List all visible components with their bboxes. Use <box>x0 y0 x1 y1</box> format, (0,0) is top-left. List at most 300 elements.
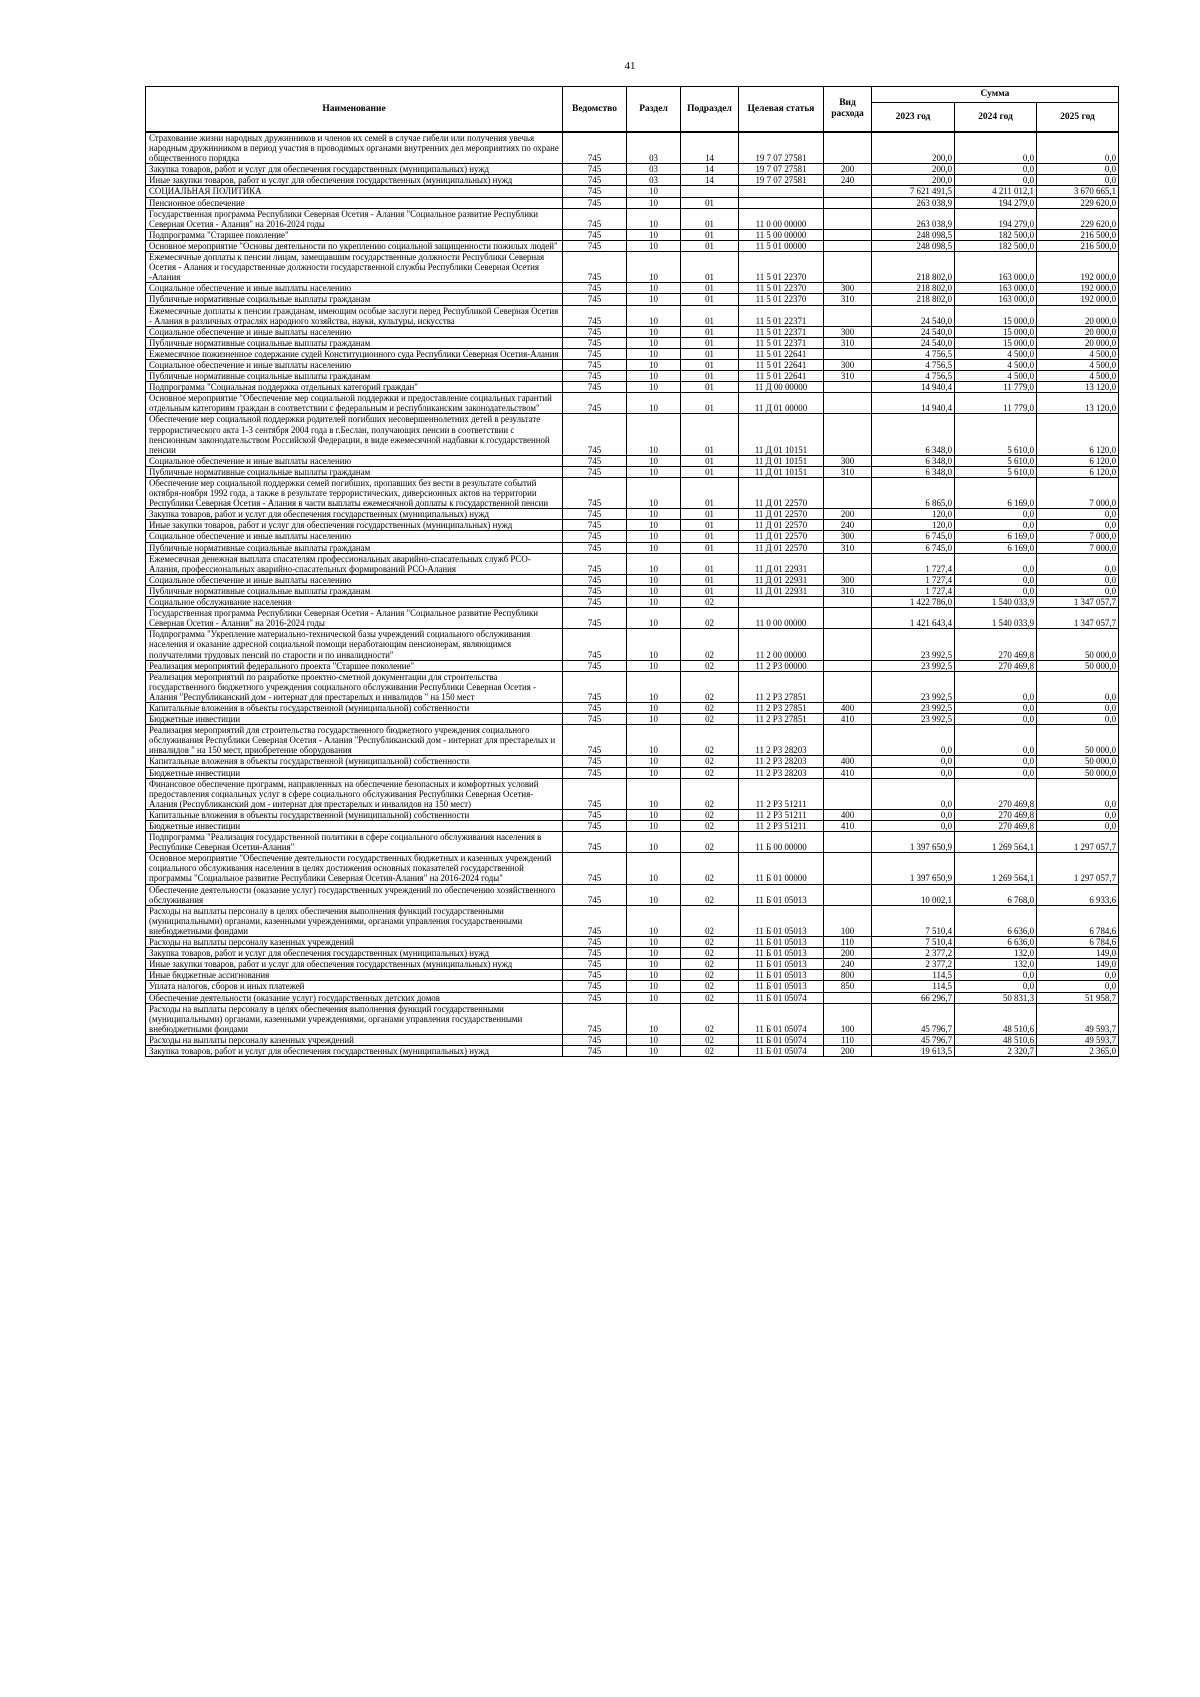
row-amount-2023: 2 377,2 <box>872 959 955 970</box>
table-body <box>146 132 1119 1057</box>
row-amount-2025: 6 120,0 <box>1037 414 1119 455</box>
row-amount-2024: 1 540 033,9 <box>955 597 1037 608</box>
row-vedomstvo: 745 <box>563 778 627 809</box>
row-tselevaya-statya: 11 Б 01 05013 <box>739 905 824 936</box>
row-podrazdel: 01 <box>681 542 739 553</box>
row-amount-2025: 229 620,0 <box>1037 197 1119 208</box>
table-row <box>146 905 1119 936</box>
table-row <box>146 832 1119 853</box>
row-razdel: 10 <box>627 597 681 608</box>
header-tselevaya-statya: Целевая статья <box>739 87 824 133</box>
row-podrazdel: 01 <box>681 382 739 393</box>
row-vedomstvo: 745 <box>563 1034 627 1045</box>
row-vedomstvo: 745 <box>563 905 627 936</box>
row-amount-2025: 1 297 057,7 <box>1037 853 1119 884</box>
row-podrazdel: 02 <box>681 629 739 660</box>
table-row <box>146 326 1119 337</box>
row-vid-raskhoda: 240 <box>824 520 872 531</box>
row-vedomstvo: 745 <box>563 531 627 542</box>
row-name: Реализация мероприятий для строительства государственного бюджетного учреждения социального обслуживания Республики Северная Осетия - Алания "Республиканский дом - интернат для престарелых и инвалидов " на 150 мест, приобретение оборудования <box>146 725 563 756</box>
row-podrazdel: 02 <box>681 905 739 936</box>
table-row <box>146 466 1119 477</box>
row-tselevaya-statya: 11 Д 01 22570 <box>739 531 824 542</box>
row-amount-2023: 263 038,9 <box>872 197 955 208</box>
row-name: Государственная программа Республики Северная Осетия - Алания "Социальное развитие Республики Северная Осетия - Алания" на 2016-2024 годы <box>146 608 563 629</box>
row-razdel: 03 <box>627 175 681 186</box>
row-amount-2024: 0,0 <box>955 520 1037 531</box>
row-tselevaya-statya: 11 5 01 22641 <box>739 371 824 382</box>
row-podrazdel: 02 <box>681 832 739 853</box>
row-amount-2025: 20 000,0 <box>1037 326 1119 337</box>
table-row <box>146 509 1119 520</box>
row-name: Иные закупки товаров, работ и услуг для обеспечения государственных (муниципальных) нужд <box>146 520 563 531</box>
row-amount-2025: 3 670 665,1 <box>1037 186 1119 197</box>
row-podrazdel: 02 <box>681 948 739 959</box>
row-vid-raskhoda: 850 <box>824 981 872 992</box>
row-vedomstvo: 745 <box>563 132 627 164</box>
row-tselevaya-statya: 11 Д 01 22570 <box>739 542 824 553</box>
row-amount-2023: 200,0 <box>872 164 955 175</box>
row-amount-2023: 1 727,4 <box>872 553 955 574</box>
row-razdel: 10 <box>627 371 681 382</box>
row-tselevaya-statya: 11 Д 01 10151 <box>739 466 824 477</box>
row-amount-2024: 4 500,0 <box>955 348 1037 359</box>
row-vedomstvo: 745 <box>563 937 627 948</box>
row-vid-raskhoda <box>824 853 872 884</box>
table-row <box>146 531 1119 542</box>
row-amount-2025: 20 000,0 <box>1037 305 1119 326</box>
row-podrazdel: 02 <box>681 714 739 725</box>
row-amount-2023: 4 756,5 <box>872 371 955 382</box>
row-razdel: 10 <box>627 809 681 820</box>
row-podrazdel: 01 <box>681 305 739 326</box>
row-vedomstvo: 745 <box>563 948 627 959</box>
row-amount-2025: 4 500,0 <box>1037 371 1119 382</box>
row-tselevaya-statya: 19 7 07 27581 <box>739 164 824 175</box>
row-name: Социальное обеспечение и иные выплаты населению <box>146 359 563 370</box>
row-vedomstvo: 745 <box>563 326 627 337</box>
row-name: Социальное обеспечение и иные выплаты населению <box>146 531 563 542</box>
row-amount-2025: 6 784,6 <box>1037 937 1119 948</box>
row-razdel: 10 <box>627 348 681 359</box>
row-podrazdel: 02 <box>681 671 739 702</box>
row-vid-raskhoda <box>824 186 872 197</box>
row-vid-raskhoda: 300 <box>824 531 872 542</box>
row-amount-2023: 6 745,0 <box>872 531 955 542</box>
row-name: Пенсионное обеспечение <box>146 197 563 208</box>
row-vedomstvo: 745 <box>563 337 627 348</box>
table-row <box>146 981 1119 992</box>
row-amount-2025: 50 000,0 <box>1037 767 1119 778</box>
row-podrazdel: 01 <box>681 229 739 240</box>
row-amount-2024: 50 831,3 <box>955 992 1037 1003</box>
row-amount-2023: 0,0 <box>872 809 955 820</box>
row-tselevaya-statya: 11 2 P3 51211 <box>739 778 824 809</box>
table-row <box>146 393 1119 414</box>
row-amount-2023: 23 992,5 <box>872 702 955 713</box>
row-name: Подпрограмма "Старшее поколение" <box>146 229 563 240</box>
row-name: Расходы на выплаты персоналу в целях обеспечения выполнения функций государственными (муниципальными) органами, казенными учреждениями, органами управления государственными внебюджетными фондами <box>146 1003 563 1034</box>
row-amount-2024: 0,0 <box>955 981 1037 992</box>
row-podrazdel: 01 <box>681 208 739 229</box>
row-podrazdel: 14 <box>681 164 739 175</box>
row-amount-2025: 7 000,0 <box>1037 531 1119 542</box>
header-name: Наименование <box>146 87 563 133</box>
row-vid-raskhoda <box>824 553 872 574</box>
row-amount-2025: 0,0 <box>1037 778 1119 809</box>
table-row <box>146 959 1119 970</box>
table-row <box>146 884 1119 905</box>
row-vedomstvo: 745 <box>563 725 627 756</box>
row-tselevaya-statya: 11 5 01 22370 <box>739 252 824 283</box>
row-vid-raskhoda: 110 <box>824 937 872 948</box>
table-row <box>146 809 1119 820</box>
row-name: Расходы на выплаты персоналу в целях обеспечения выполнения функций государственными (муниципальными) органами, казенными учреждениями, органами управления государственными внебюджетными фондами <box>146 905 563 936</box>
row-vid-raskhoda: 400 <box>824 702 872 713</box>
row-tselevaya-statya: 11 Б 00 00000 <box>739 832 824 853</box>
row-name: Подпрограмма "Социальная поддержка отдельных категорий граждан" <box>146 382 563 393</box>
table-row <box>146 608 1119 629</box>
table-row <box>146 414 1119 455</box>
row-vedomstvo: 745 <box>563 466 627 477</box>
table-row <box>146 542 1119 553</box>
row-amount-2025: 1 347 057,7 <box>1037 597 1119 608</box>
row-vid-raskhoda <box>824 832 872 853</box>
row-amount-2023: 114,5 <box>872 981 955 992</box>
row-vid-raskhoda <box>824 348 872 359</box>
row-amount-2025: 4 500,0 <box>1037 359 1119 370</box>
row-tselevaya-statya: 11 Б 01 05013 <box>739 884 824 905</box>
row-name: Закупка товаров, работ и услуг для обеспечения государственных (муниципальных) нужд <box>146 1045 563 1056</box>
row-amount-2024: 163 000,0 <box>955 294 1037 305</box>
row-vid-raskhoda <box>824 629 872 660</box>
row-amount-2024: 194 279,0 <box>955 197 1037 208</box>
row-amount-2023: 248 098,5 <box>872 240 955 251</box>
row-vedomstvo: 745 <box>563 608 627 629</box>
row-amount-2025: 149,0 <box>1037 948 1119 959</box>
row-vedomstvo: 745 <box>563 229 627 240</box>
row-amount-2025: 192 000,0 <box>1037 283 1119 294</box>
row-amount-2024: 163 000,0 <box>955 252 1037 283</box>
row-tselevaya-statya: 11 2 P3 28203 <box>739 725 824 756</box>
table-row <box>146 382 1119 393</box>
row-vedomstvo: 745 <box>563 348 627 359</box>
row-razdel: 10 <box>627 853 681 884</box>
row-vid-raskhoda: 300 <box>824 359 872 370</box>
row-vid-raskhoda: 100 <box>824 905 872 936</box>
row-amount-2024: 0,0 <box>955 553 1037 574</box>
row-vid-raskhoda: 200 <box>824 948 872 959</box>
row-podrazdel: 01 <box>681 414 739 455</box>
table-row <box>146 671 1119 702</box>
table-row <box>146 629 1119 660</box>
row-razdel: 10 <box>627 208 681 229</box>
row-amount-2023: 24 540,0 <box>872 337 955 348</box>
row-vid-raskhoda <box>824 382 872 393</box>
row-tselevaya-statya: 11 Б 01 05013 <box>739 981 824 992</box>
header-year-2024: 2024 год <box>955 103 1037 133</box>
header-vedomstvo: Ведомство <box>563 87 627 133</box>
row-vid-raskhoda <box>824 671 872 702</box>
row-tselevaya-statya: 11 Д 01 22570 <box>739 478 824 509</box>
row-tselevaya-statya: 11 2 P3 51211 <box>739 821 824 832</box>
row-vedomstvo: 745 <box>563 832 627 853</box>
row-vedomstvo: 745 <box>563 393 627 414</box>
row-name: Иные бюджетные ассигнования <box>146 970 563 981</box>
row-razdel: 10 <box>627 520 681 531</box>
row-name: Обеспечение деятельности (оказание услуг) государственных детских домов <box>146 992 563 1003</box>
row-amount-2023: 6 865,0 <box>872 478 955 509</box>
row-amount-2024: 48 510,6 <box>955 1034 1037 1045</box>
row-amount-2025: 149,0 <box>1037 959 1119 970</box>
row-amount-2023: 218 802,0 <box>872 294 955 305</box>
row-razdel: 10 <box>627 326 681 337</box>
row-vid-raskhoda: 400 <box>824 756 872 767</box>
row-amount-2023: 23 992,5 <box>872 671 955 702</box>
row-amount-2025: 0,0 <box>1037 509 1119 520</box>
row-amount-2024: 15 000,0 <box>955 305 1037 326</box>
row-podrazdel: 01 <box>681 283 739 294</box>
row-vedomstvo: 745 <box>563 970 627 981</box>
row-amount-2025: 216 500,0 <box>1037 229 1119 240</box>
table-row <box>146 294 1119 305</box>
row-podrazdel: 01 <box>681 359 739 370</box>
row-vedomstvo: 745 <box>563 175 627 186</box>
row-name: Бюджетные инвестиции <box>146 767 563 778</box>
row-vid-raskhoda: 300 <box>824 455 872 466</box>
table-row <box>146 175 1119 186</box>
row-tselevaya-statya: 11 5 01 22641 <box>739 348 824 359</box>
row-name: Подпрограмма "Реализация государственной политики в сфере социального обслуживания населения в Республике Северная Осетия-Алания" <box>146 832 563 853</box>
row-amount-2023: 2 377,2 <box>872 948 955 959</box>
row-vedomstvo: 745 <box>563 305 627 326</box>
row-amount-2023: 200,0 <box>872 175 955 186</box>
row-razdel: 10 <box>627 414 681 455</box>
row-amount-2025: 0,0 <box>1037 520 1119 531</box>
row-amount-2024: 5 610,0 <box>955 455 1037 466</box>
row-amount-2025: 49 593,7 <box>1037 1034 1119 1045</box>
table-row <box>146 283 1119 294</box>
row-razdel: 10 <box>627 455 681 466</box>
row-amount-2024: 270 469,8 <box>955 809 1037 820</box>
row-podrazdel: 02 <box>681 853 739 884</box>
row-podrazdel: 01 <box>681 294 739 305</box>
row-razdel: 10 <box>627 608 681 629</box>
row-vedomstvo: 745 <box>563 702 627 713</box>
row-vedomstvo: 745 <box>563 597 627 608</box>
row-amount-2024: 6 636,0 <box>955 937 1037 948</box>
row-razdel: 10 <box>627 756 681 767</box>
row-tselevaya-statya: 11 2 P3 27851 <box>739 702 824 713</box>
row-razdel: 10 <box>627 294 681 305</box>
row-podrazdel: 02 <box>681 959 739 970</box>
row-razdel: 10 <box>627 671 681 702</box>
table-row <box>146 359 1119 370</box>
row-tselevaya-statya: 11 Д 01 22931 <box>739 574 824 585</box>
row-vid-raskhoda <box>824 229 872 240</box>
row-amount-2024: 194 279,0 <box>955 208 1037 229</box>
table-row <box>146 164 1119 175</box>
row-amount-2023: 14 940,4 <box>872 382 955 393</box>
row-amount-2023: 14 940,4 <box>872 393 955 414</box>
row-vedomstvo: 745 <box>563 478 627 509</box>
table-row <box>146 371 1119 382</box>
header-summa: Сумма <box>872 87 1119 103</box>
row-amount-2023: 19 613,5 <box>872 1045 955 1056</box>
table-row <box>146 821 1119 832</box>
row-tselevaya-statya: 11 5 01 00000 <box>739 240 824 251</box>
row-amount-2023: 1 397 650,9 <box>872 853 955 884</box>
row-razdel: 10 <box>627 992 681 1003</box>
row-vedomstvo: 745 <box>563 1045 627 1056</box>
row-name: Публичные нормативные социальные выплаты гражданам <box>146 466 563 477</box>
row-vid-raskhoda: 300 <box>824 326 872 337</box>
row-amount-2025: 0,0 <box>1037 809 1119 820</box>
row-vedomstvo: 745 <box>563 992 627 1003</box>
row-name: Финансовое обеспечение программ, направленных на обеспечение безопасных и комфортных условий предоставления социальных услуг в сфере социального обслуживания Республики Северная Осетия-Алания (Республиканский дом - интернат для престарелых и инвалидов на 150 мест) <box>146 778 563 809</box>
row-amount-2025: 7 000,0 <box>1037 542 1119 553</box>
row-vid-raskhoda: 110 <box>824 1034 872 1045</box>
row-amount-2025: 0,0 <box>1037 164 1119 175</box>
table-row <box>146 520 1119 531</box>
row-tselevaya-statya <box>739 186 824 197</box>
row-amount-2023: 66 296,7 <box>872 992 955 1003</box>
row-amount-2023: 1 727,4 <box>872 585 955 596</box>
row-amount-2023: 218 802,0 <box>872 283 955 294</box>
row-name: Ежемесячные доплаты к пенсии гражданам, имеющим особые заслуги перед Республикой Северная Осетия - Алания в различных отраслях народного хозяйства, науки, культуры, искусства <box>146 305 563 326</box>
row-vid-raskhoda: 200 <box>824 164 872 175</box>
row-name: Социальное обеспечение и иные выплаты населению <box>146 283 563 294</box>
row-amount-2023: 0,0 <box>872 778 955 809</box>
table-header <box>146 87 1119 133</box>
row-podrazdel: 01 <box>681 337 739 348</box>
row-podrazdel: 02 <box>681 1003 739 1034</box>
row-vedomstvo: 745 <box>563 252 627 283</box>
row-razdel: 10 <box>627 629 681 660</box>
row-razdel: 10 <box>627 197 681 208</box>
row-tselevaya-statya <box>739 597 824 608</box>
row-tselevaya-statya: 11 2 P3 28203 <box>739 767 824 778</box>
row-razdel: 10 <box>627 725 681 756</box>
row-amount-2025: 1 347 057,7 <box>1037 608 1119 629</box>
row-name: Социальное обслуживание населения <box>146 597 563 608</box>
row-name: Основное мероприятие "Основы деятельности по укреплению социальной защищенности пожилых людей" <box>146 240 563 251</box>
row-vedomstvo: 745 <box>563 767 627 778</box>
row-razdel: 10 <box>627 905 681 936</box>
row-vedomstvo: 745 <box>563 809 627 820</box>
table-row <box>146 714 1119 725</box>
table-row <box>146 937 1119 948</box>
row-razdel: 10 <box>627 585 681 596</box>
row-name: Закупка товаров, работ и услуг для обеспечения государственных (муниципальных) нужд <box>146 164 563 175</box>
row-amount-2023: 120,0 <box>872 509 955 520</box>
row-name: Реализация мероприятий федерального проекта "Старшее поколение" <box>146 660 563 671</box>
row-amount-2023: 4 756,5 <box>872 359 955 370</box>
row-tselevaya-statya <box>739 197 824 208</box>
row-amount-2024: 4 500,0 <box>955 371 1037 382</box>
row-amount-2023: 1 421 643,4 <box>872 608 955 629</box>
row-name: Обеспечение мер социальной поддержки родителей погибших несовершеннолетних детей в результате террористического акта 1-3 сентября 2004 года в г.Беслан, получающих пенсии в соответствии с пенсионным законодательством Российской Федерации, в виде ежемесячной надбавки к государственной пенсии <box>146 414 563 455</box>
row-vedomstvo: 745 <box>563 164 627 175</box>
row-razdel: 10 <box>627 948 681 959</box>
row-name: Ежемесячная денежная выплата спасателям профессиональных аварийно-спасательных служб РСО-Алания, профессиональных аварийно-спасательных формирований РСО-Алания <box>146 553 563 574</box>
row-vid-raskhoda: 310 <box>824 294 872 305</box>
row-vedomstvo: 745 <box>563 574 627 585</box>
row-amount-2024: 6 636,0 <box>955 905 1037 936</box>
row-amount-2024: 5 610,0 <box>955 466 1037 477</box>
row-tselevaya-statya: 11 2 P3 51211 <box>739 809 824 820</box>
row-podrazdel: 01 <box>681 326 739 337</box>
row-tselevaya-statya: 11 5 00 00000 <box>739 229 824 240</box>
row-amount-2025: 0,0 <box>1037 585 1119 596</box>
row-amount-2023: 6 348,0 <box>872 414 955 455</box>
row-razdel: 10 <box>627 283 681 294</box>
row-amount-2023: 0,0 <box>872 821 955 832</box>
row-razdel: 10 <box>627 509 681 520</box>
table-row <box>146 132 1119 164</box>
row-amount-2025: 0,0 <box>1037 702 1119 713</box>
row-razdel: 10 <box>627 252 681 283</box>
row-tselevaya-statya: 11 Д 01 22570 <box>739 520 824 531</box>
row-tselevaya-statya: 11 Б 01 05013 <box>739 959 824 970</box>
header-vid-raskhoda: Вид расхода <box>824 87 872 133</box>
row-tselevaya-statya: 11 Б 01 05013 <box>739 948 824 959</box>
row-amount-2023: 45 796,7 <box>872 1034 955 1045</box>
row-tselevaya-statya: 11 5 01 22370 <box>739 283 824 294</box>
row-vid-raskhoda: 300 <box>824 574 872 585</box>
row-vedomstvo: 745 <box>563 359 627 370</box>
row-vedomstvo: 745 <box>563 186 627 197</box>
row-amount-2025: 0,0 <box>1037 574 1119 585</box>
row-vid-raskhoda <box>824 478 872 509</box>
row-amount-2025: 6 120,0 <box>1037 455 1119 466</box>
table-row <box>146 585 1119 596</box>
row-vid-raskhoda <box>824 252 872 283</box>
row-amount-2024: 2 320,7 <box>955 1045 1037 1056</box>
table-row <box>146 756 1119 767</box>
row-name: Расходы на выплаты персоналу казенных учреждений <box>146 1034 563 1045</box>
row-amount-2024: 6 169,0 <box>955 478 1037 509</box>
row-podrazdel: 01 <box>681 252 739 283</box>
row-vedomstvo: 745 <box>563 585 627 596</box>
row-amount-2023: 120,0 <box>872 520 955 531</box>
row-razdel: 10 <box>627 542 681 553</box>
row-podrazdel: 14 <box>681 132 739 164</box>
row-podrazdel: 01 <box>681 197 739 208</box>
row-amount-2025: 13 120,0 <box>1037 393 1119 414</box>
row-podrazdel: 02 <box>681 809 739 820</box>
row-vid-raskhoda <box>824 884 872 905</box>
row-amount-2024: 0,0 <box>955 714 1037 725</box>
row-amount-2025: 0,0 <box>1037 553 1119 574</box>
row-razdel: 10 <box>627 767 681 778</box>
row-tselevaya-statya: 11 Д 01 22931 <box>739 585 824 596</box>
row-name: Основное мероприятие "Обеспечение мер социальной поддержки и предоставление социальных гарантий отдельным категориям граждан в соответствии с федеральным и республиканским законодательством" <box>146 393 563 414</box>
row-tselevaya-statya: 19 7 07 27581 <box>739 175 824 186</box>
row-tselevaya-statya: 11 Б 01 05013 <box>739 937 824 948</box>
row-amount-2025: 0,0 <box>1037 981 1119 992</box>
row-vid-raskhoda: 240 <box>824 175 872 186</box>
row-razdel: 10 <box>627 832 681 853</box>
header-razdel: Раздел <box>627 87 681 133</box>
row-tselevaya-statya: 11 5 01 22641 <box>739 359 824 370</box>
row-podrazdel: 14 <box>681 175 739 186</box>
row-amount-2024: 0,0 <box>955 970 1037 981</box>
row-vedomstvo: 745 <box>563 756 627 767</box>
row-amount-2023: 218 802,0 <box>872 252 955 283</box>
table-row <box>146 597 1119 608</box>
row-tselevaya-statya: 11 0 00 00000 <box>739 208 824 229</box>
